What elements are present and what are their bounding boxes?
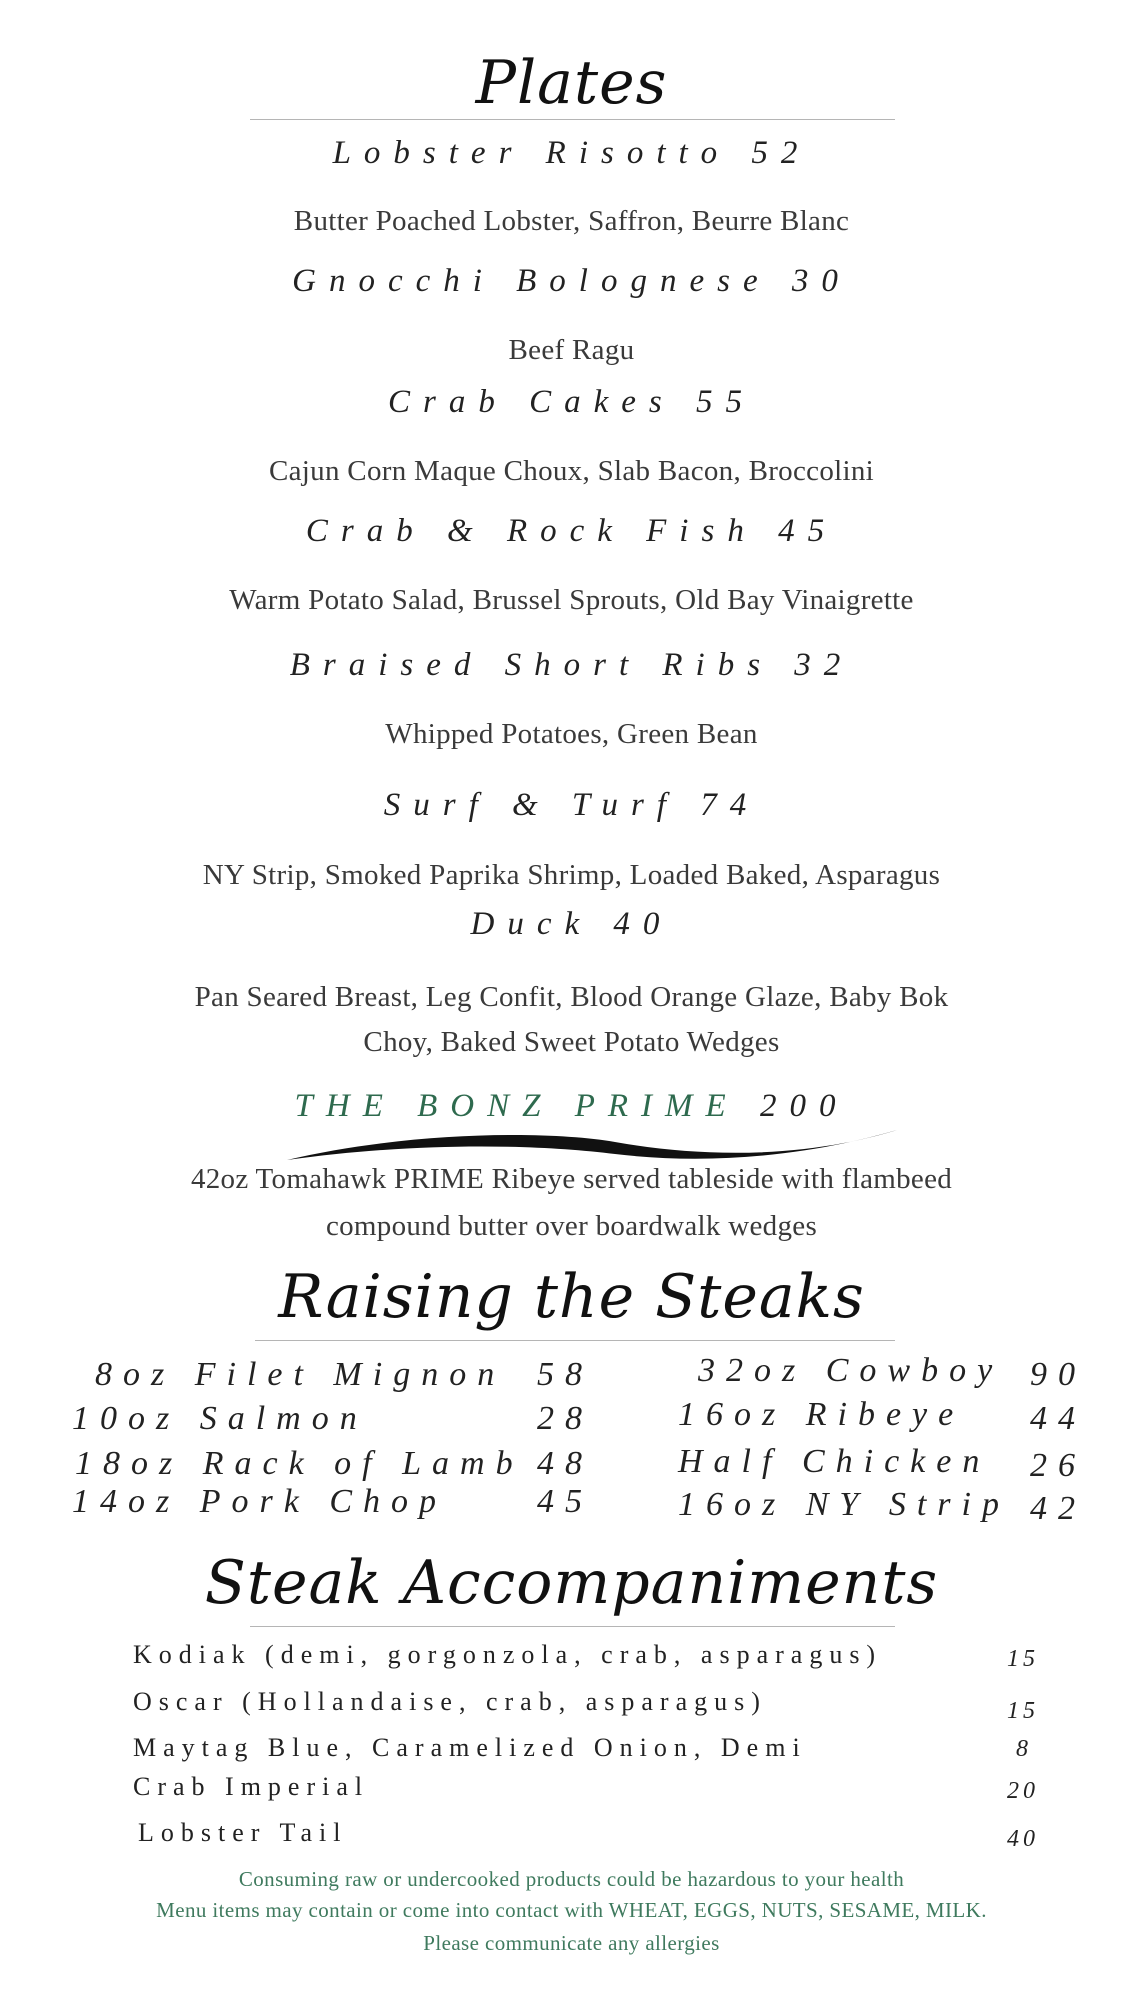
dish-name-braised-short-ribs: Braised Short Ribs 32 <box>289 647 854 683</box>
dish-name-duck: Duck 40 <box>470 906 673 942</box>
steak-price-salmon: 28 <box>537 1400 593 1437</box>
accompaniments-heading: Steak Accompaniments <box>204 1548 939 1618</box>
accompaniment-name-maytag-blue: Maytag Blue, Caramelized Onion, Demi <box>133 1733 807 1762</box>
steak-name-pork-chop: 14oz Pork Chop <box>72 1483 447 1520</box>
accompaniment-name-crab-imperial: Crab Imperial <box>133 1772 370 1801</box>
steak-name-half-chicken: Half Chicken <box>678 1443 991 1480</box>
accompaniment-name-lobster-tail: Lobster Tail <box>138 1818 348 1847</box>
dish-name-crab-cakes: Crab Cakes 55 <box>388 384 755 420</box>
accompaniment-price-kodiak: 15 <box>1007 1646 1039 1672</box>
steaks-divider <box>255 1340 895 1341</box>
dish-name-lobster-risotto: Lobster Risotto 52 <box>332 135 811 171</box>
dish-desc-surf-turf: NY Strip, Smoked Paprika Shrimp, Loaded Baked, Asparagus <box>202 859 941 891</box>
plates-divider <box>250 119 895 120</box>
footer-allergen-notice: Menu items may contain or come into contact with WHEAT, EGGS, NUTS, SESAME, MILK. <box>156 1898 987 1922</box>
accompaniment-name-oscar: Oscar (Hollandaise, crab, asparagus) <box>133 1687 767 1716</box>
dish-desc-braised-short-ribs: Whipped Potatoes, Green Bean <box>385 718 758 750</box>
prime-price: 200 <box>759 1088 849 1124</box>
prime-title <box>0 1088 1143 1125</box>
accompaniment-price-crab-imperial: 20 <box>1007 1778 1039 1804</box>
dish-desc-crab-rock-fish: Warm Potato Salad, Brussel Sprouts, Old Bay Vinaigrette <box>229 584 914 616</box>
dish-name-gnocchi-bolognese: Gnocchi Bolognese 30 <box>292 263 851 299</box>
accompaniment-name-kodiak: Kodiak (demi, gorgonzola, crab, asparagus) <box>133 1640 883 1669</box>
dish-desc-lobster-risotto: Butter Poached Lobster, Saffron, Beurre Blanc <box>293 205 850 237</box>
steak-price-ny-strip: 42 <box>1030 1490 1086 1527</box>
steak-price-half-chicken: 26 <box>1030 1447 1086 1484</box>
steak-price-cowboy: 90 <box>1030 1356 1086 1393</box>
accompaniments-divider <box>250 1626 895 1627</box>
steak-price-rack-of-lamb: 48 <box>537 1445 593 1482</box>
prime-name: THE BONZ PRIME <box>294 1088 739 1124</box>
dish-name-crab-rock-fish: Crab & Rock Fish 45 <box>305 513 838 549</box>
steak-name-rack-of-lamb: 18oz Rack of Lamb <box>75 1445 524 1482</box>
dish-desc-duck-line2: Choy, Baked Sweet Potato Wedges <box>363 1026 780 1058</box>
steak-name-cowboy: 32oz Cowboy <box>698 1352 1004 1389</box>
dish-desc-gnocchi-bolognese: Beef Ragu <box>508 334 635 366</box>
accompaniment-price-oscar: 15 <box>1007 1698 1039 1724</box>
dish-desc-duck-line1: Pan Seared Breast, Leg Confit, Blood Orange Glaze, Baby Bok <box>194 981 949 1013</box>
steak-price-ribeye: 44 <box>1030 1400 1086 1437</box>
steaks-heading: Raising the Steaks <box>278 1262 865 1332</box>
accompaniment-price-lobster-tail: 40 <box>1007 1826 1039 1852</box>
prime-desc-line2: compound butter over boardwalk wedges <box>325 1210 818 1242</box>
accompaniment-price-maytag-blue: 8 <box>1016 1736 1032 1762</box>
steak-price-filet-mignon: 58 <box>537 1356 593 1393</box>
prime-desc-line1: 42oz Tomahawk PRIME Ribeye served tableside with flambeed <box>190 1163 953 1195</box>
steak-name-filet-mignon: 8oz Filet Mignon <box>95 1356 506 1393</box>
steak-name-ribeye: 16oz Ribeye <box>678 1396 965 1433</box>
steak-name-ny-strip: 16oz NY Strip <box>678 1486 1010 1523</box>
plates-heading: Plates <box>475 48 668 118</box>
footer-health-warning: Consuming raw or undercooked products could be hazardous to your health <box>238 1867 905 1891</box>
steak-name-salmon: 10oz Salmon <box>72 1400 368 1437</box>
steak-price-pork-chop: 45 <box>537 1483 593 1520</box>
footer-allergy-request: Please communicate any allergies <box>423 1931 720 1955</box>
dish-desc-crab-cakes: Cajun Corn Maque Choux, Slab Bacon, Broccolini <box>268 455 874 487</box>
dish-name-surf-turf: Surf & Turf 74 <box>383 787 760 823</box>
